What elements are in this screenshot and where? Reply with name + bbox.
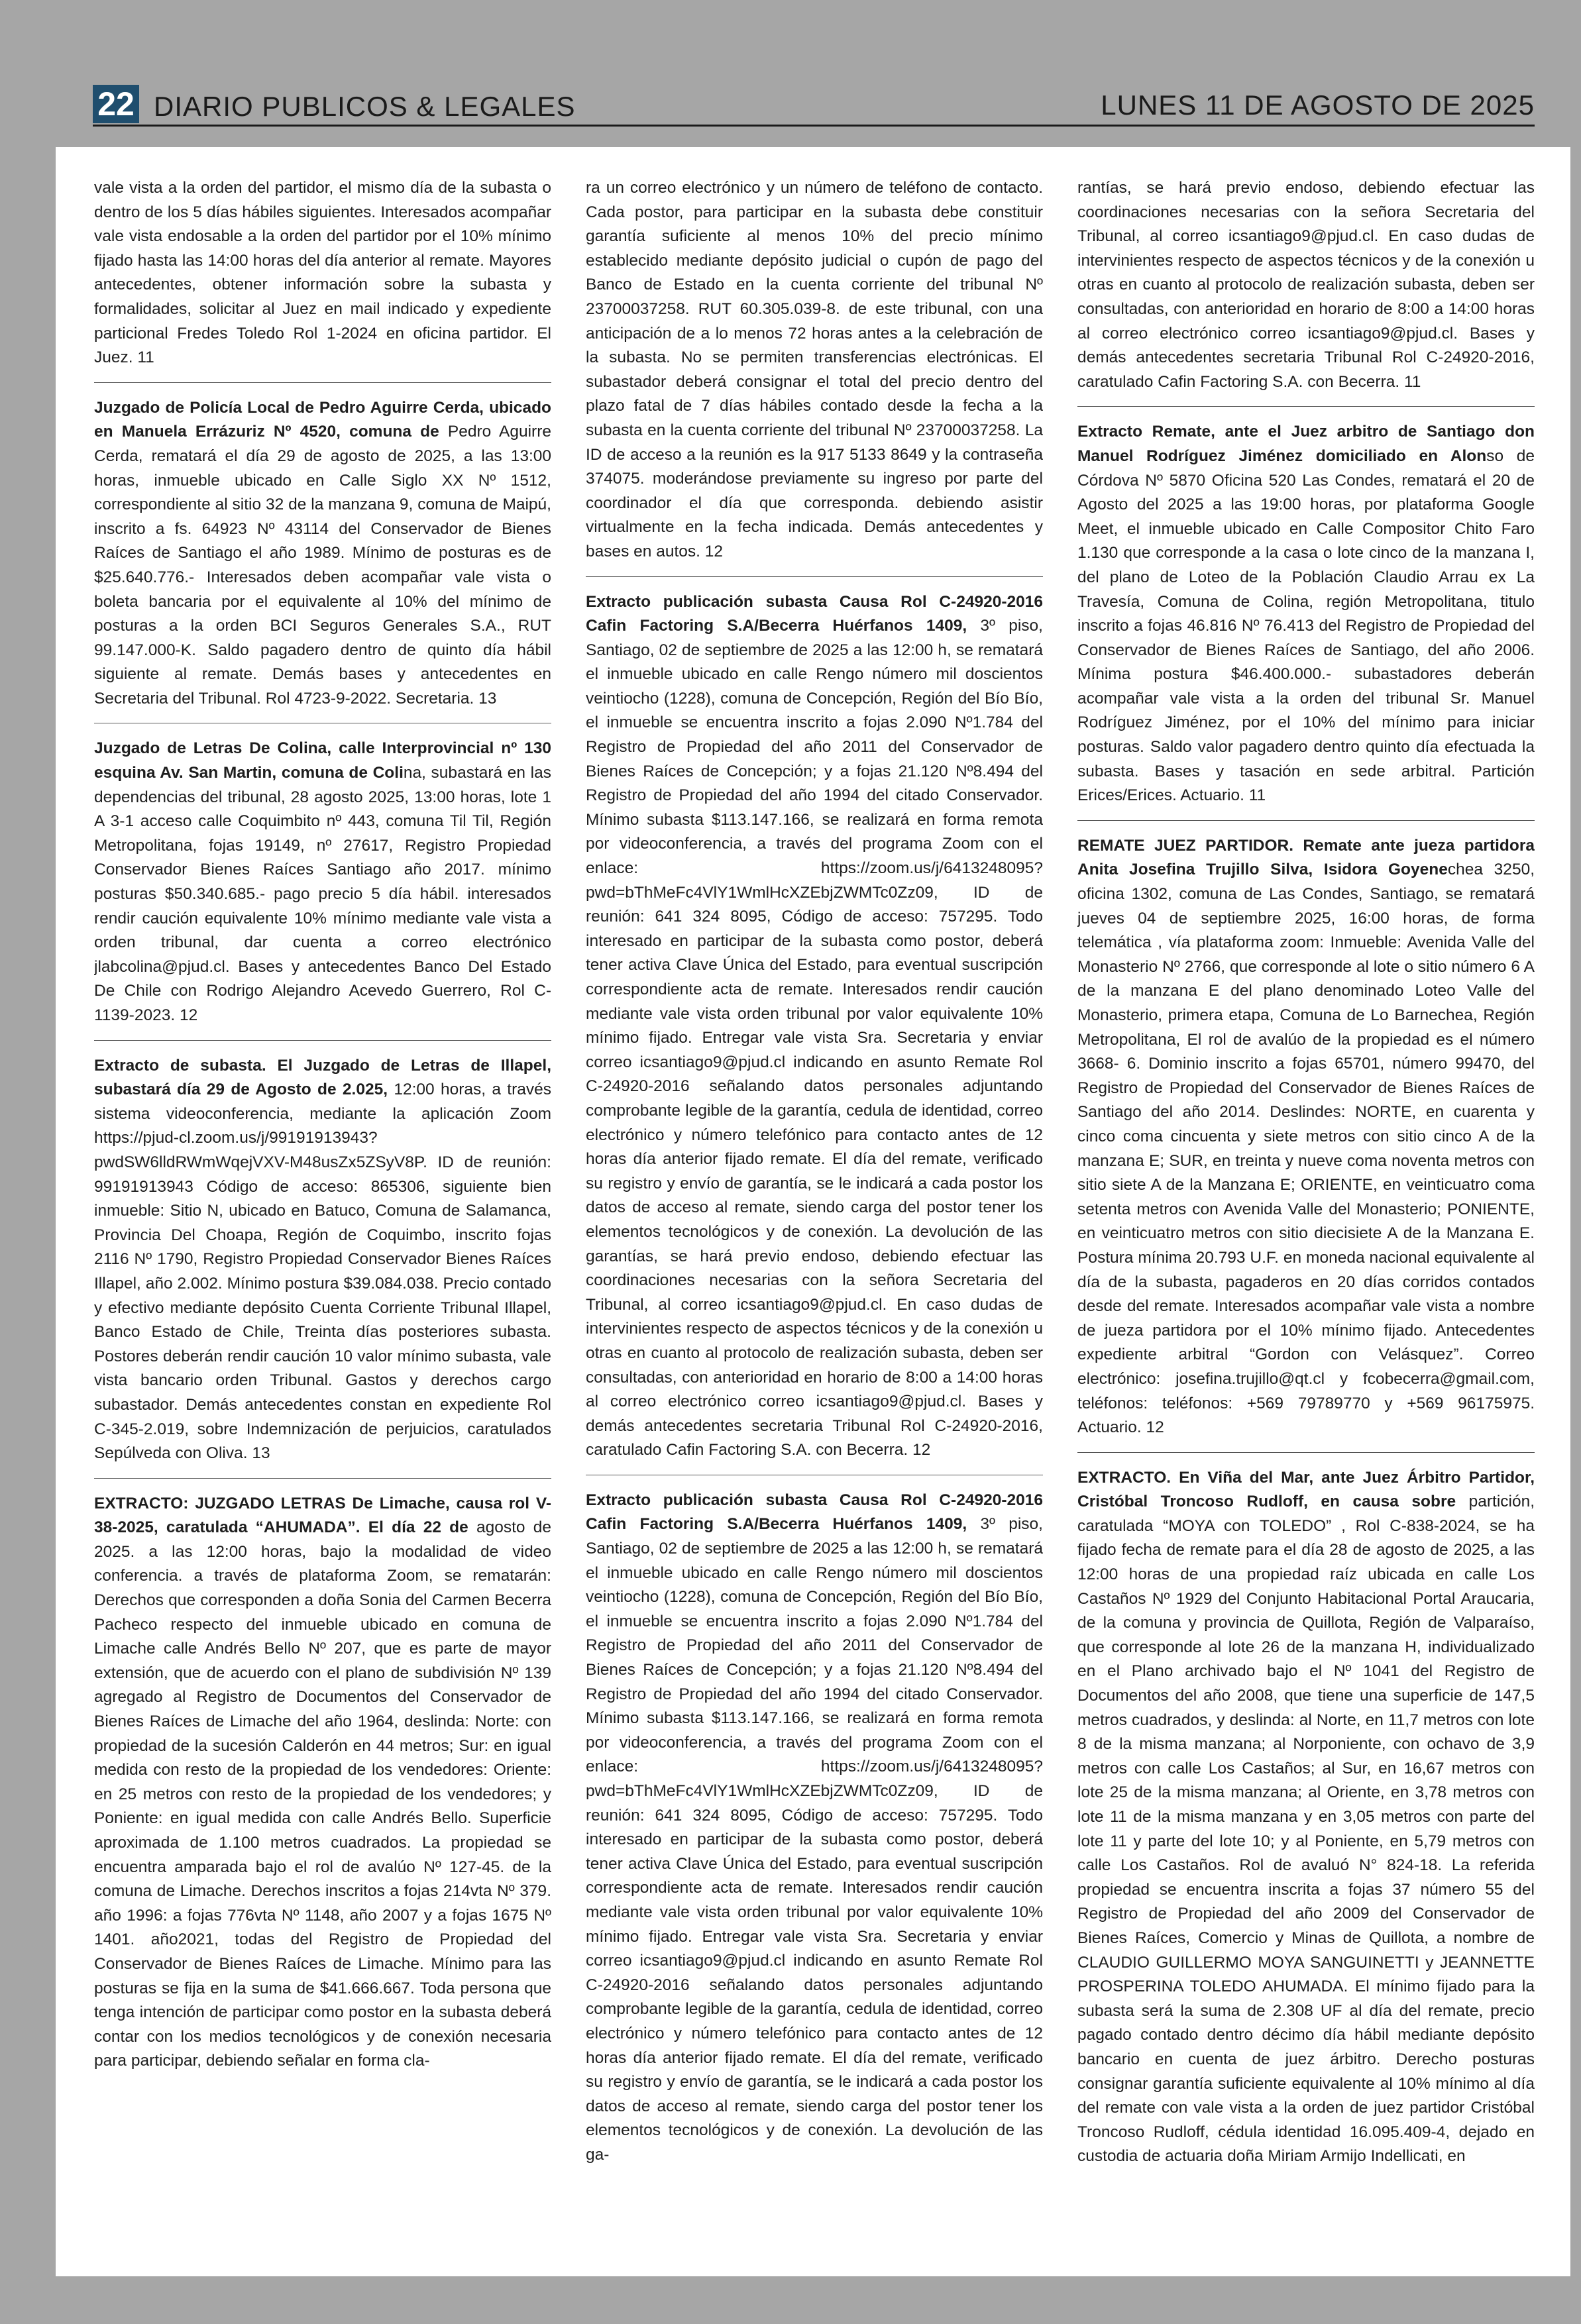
notice-lead: Juzgado de Letras De Colina, calle Interprovincial nº 130 esquina Av. San Martin, comuna de Coli bbox=[94, 739, 551, 782]
notice-paragraph bbox=[1077, 420, 1535, 808]
notice-paragraph bbox=[1077, 834, 1535, 1440]
legal-notice bbox=[94, 176, 551, 383]
notice-lead: REMATE JUEZ PARTIDOR. Remate ante jueza partidora Anita Josefina Trujillo Silva, Isidora Goyene bbox=[1077, 836, 1535, 879]
legal-notice bbox=[586, 1489, 1043, 2180]
notice-lead: Extracto Remate, ante el Juez arbitro de Santiago don Manuel Rodríguez Jiménez domiciliado en Alon bbox=[1077, 423, 1535, 465]
notice-paragraph bbox=[94, 737, 551, 1028]
legal-notice bbox=[1077, 1466, 1535, 2181]
notice-body: 3º piso, Santiago, 02 de septiembre de 2025 a las 12:00 h, se rematará el inmueble ubicado en calle Rengo número mil doscientos veintiocho (1228), comuna de Concepción, Región del Bío Bío, el inmueble se encuentra inscrito a fojas 2.090 Nº1.784 del Registro de Propiedad del año 2011 del Conservador de Bienes Raíces de Concepción; y a fojas 21.120 Nº8.494 del Registro de Propiedad del año 1994 del citado Conservador. Mínimo subasta $113.147.166, se realizará en forma remota por videoconferencia, a través del programa Zoom con el enlace: https://zoom.us/j/6413248095?pwd=bThMeFc4VlY1WmlHcXZEbjZWMTc0Zz09, ID de reunión: 641 324 8095, Código de acceso: 757295. Todo interesado en participar de la subasta como postor, deberá tener activa Clave Única del Estado, para eventual suscripción correspondiente acta de remate. Interesados rendir caución mediante vale vista orden tribunal por valor equivalente 10% mínimo fijado. Entregar vale vista Sra. Secretaria y enviar correo icsantiago9@pjud.cl indicando en asunto Remate Rol C-24920-2016 señalando datos personales adjuntando comprobante legible de la garantía, cedula de identidad, correo electrónico y número telefónico para contacto antes de 12 horas día anterior fijado remate. El día del remate, verificado su registro y envío de garantía, se le indicará a cada postor los datos de acceso al remate, siendo carga del postor tener los elementos tecnológicos y de conexión. La devolución de las garantías, se hará previo endoso, debiendo efectuar las coordinaciones necesarias con la señora Secretaria del Tribunal, al correo icsantiago9@pjud.cl. En caso dudas de intervinientes respecto de aspectos técnicos y de la conexión u otras en cuanto al protocolo de realización subasta, deben ser consultadas, con anterioridad en horario de 8:00 a 14:00 horas al correo electrónico correo icsantiago9@pjud.cl. Bases y demás antecedentes secretaria Tribunal Rol C-24920-2016, caratulado Cafin Factoring S.A. con Becerra. 12 bbox=[586, 617, 1043, 1459]
legal-notice bbox=[1077, 420, 1535, 821]
legal-notice bbox=[586, 176, 1043, 577]
page-header bbox=[93, 85, 1535, 127]
notice-paragraph bbox=[586, 590, 1043, 1463]
notice-paragraph bbox=[94, 176, 551, 370]
legal-notice bbox=[94, 1492, 551, 2086]
legal-notice bbox=[1077, 834, 1535, 1453]
page-number: 22 bbox=[93, 85, 139, 123]
notice-lead: EXTRACTO: JUZGADO LETRAS De Limache, causa rol V-38-2025, caratulada “AHUMADA”. El día 22 de bbox=[94, 1494, 551, 1537]
notice-lead: Extracto publicación subasta Causa Rol C-24920-2016 Cafin Factoring S.A/Becerra Huérfanos 1409, bbox=[586, 592, 1043, 635]
notice-body: 12:00 horas, a través sistema videoconferencia, mediante la aplicación Zoom https://pjud-cl.zoom.us/j/99191913943?pwdSW6lldRWmWqejVXV-M48usZx5ZSyV8P. ID de reunión: 99191913943 Código de acceso: 865306, siguiente bien inmueble: Sitio N, ubicado en Batuco, Comuna de Salamanca, Provincia Del Choapa, Región de Coquimbo, inscrito fojas 2116 Nº 1790, Registro Propiedad Conservador Bienes Raíces Illapel, año 2.002. Mínimo postura $39.084.038. Precio contado y efectivo mediante depósito Cuenta Corriente Tribunal Illapel, Banco Estado de Chile, Treinta días posteriores subasta. Postores deberán rendir caución 10 valor mínimo subasta, vale vista bancario orden Tribunal. Gastos y derechos cargo subastador. Demás antecedentes constan en expediente Rol C-345-2.019, sobre Indemnización de perjuicios, caratulados Sepúlveda con Oliva. 13 bbox=[94, 1081, 551, 1463]
legal-notice bbox=[586, 590, 1043, 1475]
notice-body: vale vista a la orden del partidor, el mismo día de la subasta o dentro de los 5 días hábiles siguientes. Interesados acompañar vale vista endosable a la orden del partidor por el 10% mínimo fijado hasta las 14:00 horas del día anterior al remate. Mayores antecedentes, obtener información sobre la subasta y formalidades, solicitar al Juez en mail indicado y expediente particional Fredes Toledo Rol 1-2024 en oficina partidor. El Juez. 11 bbox=[94, 179, 551, 367]
column-3 bbox=[1077, 176, 1535, 2263]
publication-date: LUNES 11 DE AGOSTO DE 2025 bbox=[1101, 89, 1535, 121]
notice-paragraph bbox=[94, 396, 551, 712]
notice-paragraph bbox=[94, 1492, 551, 2074]
notice-body: agosto de 2025. a las 12:00 horas, bajo la modalidad de video conferencia. a través de plataforma Zoom, se rematarán: Derechos que corresponden a doña Sonia del Carmen Becerra Pacheco respecto del inmueble ubicado en comuna de Limache calle Andrés Bello Nº 207, que es parte de mayor extensión, que de acuerdo con el plano de subdivisión Nº 139 agregado al Registro de Documentos del Conservador de Bienes Raíces de Limache del año 1964, deslinda: Norte: con propiedad de la sucesión Calderón en 44 metros; Sur: en igual medida con resto de la propiedad de los vendedores: Oriente: en 25 metros con resto de la propiedad de los vendedores; y Poniente: en igual medida con calle Andrés Bello. Superficie aproximada de 1.100 metros cuadrados. La propiedad se encuentra amparada bajo el rol de avalúo Nº 127-45. de la comuna de Limache. Derechos inscritos a fojas 214vta Nº 379. año 1996: a fojas 776vta Nº 1148, año 2007 y a fojas 1675 Nº 1401. año2021, todas del Registro de Propiedad del Conservador de Bienes Raíces de Limache. Mínimo para las posturas se fija en la suma de $41.666.667. Toda persona que tenga intención de participar como postor en la subasta deberá contar con los medios tecnológicos y de conexión necesaria para participar, debiendo señalar en forma cla- bbox=[94, 1518, 551, 2070]
legal-notice bbox=[94, 737, 551, 1040]
notice-lead: Extracto de subasta. El Juzgado de Letras de Illapel, subastará día 29 de Agosto de 2.025, bbox=[94, 1056, 551, 1099]
notice-body: ra un correo electrónico y un número de teléfono de contacto. Cada postor, para participar en la subasta debe constituir garantía suficiente al menos 10% del precio mínimo establecido mediante depósito judicial o cupón de pago del Banco de Estado en la cuenta corriente del tribunal Nº 23700037258. RUT 60.305.039-8. de este tribunal, con una anticipación de a lo menos 72 horas antes a la celebración de la subasta. No se permiten transferencias electrónicas. El subastador deberá consignar el total del precio dentro del plazo fatal de 7 días hábiles contado desde la fecha a la subasta en la cuenta corriente del tribunal Nº 23700037258. La ID de acceso a la reunión es la 917 5133 8649 y la contraseña 374075. moderándose previamente su ingreso por parte del coordinador el día que corresponda. debiendo asistir virtualmente en la fecha indicada. Demás antecedentes y bases en autos. 12 bbox=[586, 179, 1043, 560]
legal-notice bbox=[1077, 176, 1535, 407]
column-2 bbox=[586, 176, 1043, 2263]
notice-paragraph bbox=[1077, 1466, 1535, 2169]
notice-body: 3º piso, Santiago, 02 de septiembre de 2025 a las 12:00 h, se rematará el inmueble ubicado en calle Rengo número mil doscientos veintiocho (1228), comuna de Concepción, Región del Bío Bío, el inmueble se encuentra inscrito a fojas 2.090 Nº1.784 del Registro de Propiedad del año 2011 del Conservador de Bienes Raíces de Concepción; y a fojas 21.120 Nº8.494 del Registro de Propiedad del año 1994 del citado Conservador. Mínimo subasta $113.147.166, se realizará en forma remota por videoconferencia, a través del programa Zoom con el enlace: https://zoom.us/j/6413248095?pwd=bThMeFc4VlY1WmlHcXZEbjZWMTc0Zz09, ID de reunión: 641 324 8095, Código de acceso: 757295. Todo interesado en participar de la subasta como postor, deberá tener activa Clave Única del Estado, para eventual suscripción correspondiente acta de remate. Interesados rendir caución mediante vale vista orden tribunal por valor equivalente 10% mínimo fijado. Entregar vale vista Sra. Secretaria y enviar correo icsantiago9@pjud.cl indicando en asunto Remate Rol C-24920-2016 señalando datos personales adjuntando comprobante legible de la garantía, cedula de identidad, correo electrónico y número telefónico para contacto antes de 12 horas día anterior fijado remate. El día del remate, verificado su registro y envío de garantía, se le indicará a cada postor los datos de acceso al remate, siendo carga del postor tener los elementos tecnológicos y de conexión. La devolución de las ga- bbox=[586, 1515, 1043, 2164]
notice-body: partición, caratulada “MOYA con TOLEDO” , Rol C-838-2024, se ha fijado fecha de remate para el día 28 de agosto de 2025, a las 12:00 horas de una propiedad raíz ubicada en calle Los Castaños Nº 1929 del Conjunto Habitacional Portal Araucaria, de la comuna y provincia de Quillota, Región de Valparaíso, que corresponde al lote 26 de la manzana H, individualizado en el Plano archivado bajo el Nº 1041 del Registro de Documentos del año 2008, que tiene una superficie de 147,5 metros cuadrados, y deslinda: al Norte, en 11,7 metros con lote 8 de la misma manzana; al Norponiente, con ochavo de 3,9 metros con calle Los Castaños; al Sur, en 16,67 metros con lote 25 de la misma manzana; al Oriente, en 3,78 metros con lote 11 de la misma manzana y en 3,05 metros con parte del lote 11 y parte del lote 10; y al Poniente, en 5,79 metros con calle Los Castaños. Rol de avaluó N° 824-18. La referida propiedad se encuentra inscrita a fojas 37 número 55 del Registro de Propiedad del año 2009 del Conservador de Bienes Raíces, Comercio y Minas de Quillota, a nombre de CLAUDIO GUILLERMO MOYA SANGUINETTI y JEANNETTE PROSPERINA TOLEDO AHUMADA. El mínimo fijado para la subasta será la suma de 2.308 UF al día del remate, precio pagado contado dentro décimo día hábil mediante depósito bancario en cuenta de juez árbitro. Derecho posturas consignar garantía suficiente equivalente al 10% mínimo al día del remate con vale vista a la orden de juez partidor Cristóbal Troncoso Rudloff, cédula identidad 16.095.409-4, dejado en custodia de actuaria doña Miriam Armijo Indellicati, en bbox=[1077, 1493, 1535, 2166]
notice-lead: EXTRACTO. En Viña del Mar, ante Juez Árbitro Partidor, Cristóbal Troncoso Rudloff, en causa sobre bbox=[1077, 1468, 1535, 1511]
notice-paragraph bbox=[586, 176, 1043, 564]
newspaper-page bbox=[56, 147, 1570, 2276]
legal-notice bbox=[94, 1054, 551, 1479]
publication-name: DIARIO PUBLICOS & LEGALES bbox=[154, 91, 576, 122]
legal-notice bbox=[94, 396, 551, 724]
notice-lead: Extracto publicación subasta Causa Rol C-24920-2016 Cafin Factoring S.A/Becerra Huérfanos 1409, bbox=[586, 1491, 1043, 1534]
notice-body: rantías, se hará previo endoso, debiendo efectuar las coordinaciones necesarias con la señora Secretaria del Tribunal, al correo icsantiago9@pjud.cl. En caso dudas de intervinientes respecto de aspectos técnicos y de la conexión u otras en cuanto al protocolo de realización subasta, deben ser consultadas, con anterioridad en horario de 8:00 a 14:00 horas al correo electrónico correo icsantiago9@pjud.cl. Bases y demás antecedentes secretaria Tribunal Rol C-24920-2016, caratulado Cafin Factoring S.A. con Becerra. 11 bbox=[1077, 179, 1535, 391]
notice-body: chea 3250, oficina 1302, comuna de Las Condes, Santiago, se rematará jueves 04 de septiembre 2025, 16:00 horas, de forma telemática , vía plataforma zoom: Inmueble: Avenida Valle del Monasterio Nº 2766, que corresponde al lote o sitio número 6 A de la manzana E del plano denominado Loteo Valle del Monasterio, primera etapa, Comuna de Lo Barnechea, Región Metropolitana, El rol de avalúo de la propiedad es el número 3668- 6. Dominio inscrito a fojas 65701, número 99470, del Registro de Propiedad del Conservador de Bienes Raíces de Santiago del año 2014. Deslindes: NORTE, en cuarenta y cinco coma cincuenta y siete metros con sitio cinco A de la manzana E; SUR, en treinta y nueve coma noventa metros con sitio siete A de la Manzana E; ORIENTE, en veinticuatro coma setenta metros con Avenida Valle del Monasterio; PONIENTE, en veinticuatro metros con sitio diecisiete A de la Manzana E. Postura mínima 20.793 U.F. en moneda nacional equivalente al día de la subasta, pagaderos en 20 días corridos contados desde del remate. Interesados acompañar vale vista a nombre de jueza partidora por el 10% mínimo fijado. Antecedentes expediente arbitral “Gordon con Velásquez”. Correo electrónico: josefina.trujillo@qt.cl y fcobecerra@gmail.com, teléfonos: teléfonos: +569 79789770 y +569 96175975. Actuario. 12 bbox=[1077, 861, 1535, 1437]
notice-lead: Juzgado de Policía Local de Pedro Aguirre Cerda, ubicado en Manuela Errázuriz Nº 4520, comuna de bbox=[94, 398, 551, 441]
notice-paragraph bbox=[1077, 176, 1535, 394]
column-1 bbox=[94, 176, 551, 2263]
notice-body: so de Córdova Nº 5870 Oficina 520 Las Condes, rematará el 20 de Agosto del 2025 a las 19:00 horas, por plataforma Google Meet, el inmueble ubicado en Calle Compositor Chito Faro 1.130 que corresponde a la casa o lote cinco de la manzana I, del plano de Loteo de la Población Claudio Arrau ex La Travesía, Comuna de Colina, región Metropolitana, titulo inscrito a fojas 46.816 Nº 76.413 del Registro de Propiedad del Conservador de Bienes Raíces de Santiago, del año 2006. Mínima postura $46.400.000.- subastadores deberán acompañar vale vista a la orden del tribunal Sr. Manuel Rodríguez Jiménez, por el 10% del mínimo para iniciar posturas. Saldo valor pagadero dentro quinto día efectuada la subasta. Bases y tasación en sede arbitral. Partición Erices/Erices. Actuario. 11 bbox=[1077, 447, 1535, 805]
notice-body: Pedro Aguirre Cerda, rematará el día 29 de agosto de 2025, a las 13:00 horas, inmueble ubicado en Calle Siglo XX Nº 1512, correspondiente al sitio 32 de la manzana 9, comuna de Maipú, inscrito a fs. 64923 Nº 43114 del Conservador de Bienes Raíces de Santiago el año 1989. Mínimo de posturas es de $25.640.776.- Interesados deben acompañar vale vista o boleta bancaria por el equivalente al 10% del mínimo de posturas a la orden BCI Seguros Generales S.A., RUT 99.147.000-K. Saldo pagadero dentro de quinto día hábil siguiente al remate. Demás bases y antecedentes en Secretaria del Tribunal. Rol 4723-9-2022. Secretaria. 13 bbox=[94, 423, 551, 708]
notice-paragraph bbox=[94, 1054, 551, 1466]
notice-body: na, subastará en las dependencias del tribunal, 28 agosto 2025, 13:00 horas, lote 1 A 3-1 acceso calle Coquimbito nº 443, comuna Til Til, Región Metropolitana, fojas 19149, nº 27617, Registro Propiedad Conservador Bienes Raíces Santiago año 2017. mínimo posturas $50.340.685.- pago precio 5 día hábil. interesados rendir caución equivalente 10% mínimo mediante vale vista a orden tribunal, dar cuenta a correo electrónico jlabcolina@pjud.cl. Bases y antecedentes Banco Del Estado De Chile con Rodrigo Alejandro Acevedo Guerrero, Rol C-1139-2023. 12 bbox=[94, 764, 551, 1024]
notice-paragraph bbox=[586, 1489, 1043, 2168]
